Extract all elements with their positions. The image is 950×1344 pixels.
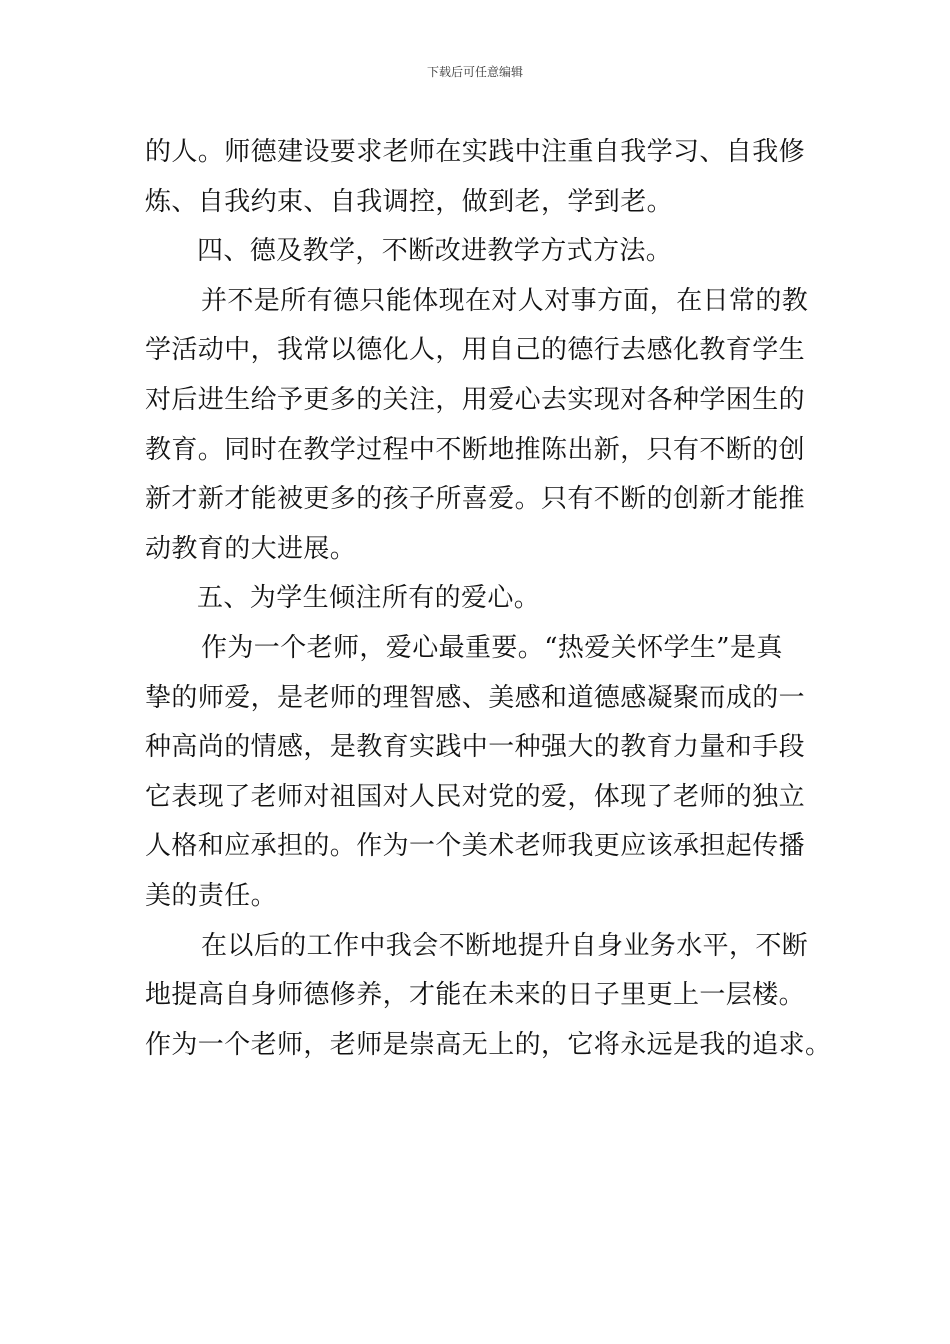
- text-line: 它表现了老师对祖国对人民对党的爱，体现了老师的独立: [145, 781, 806, 812]
- text-line: 炼、自我约束、自我调控，做到老，学到老。: [145, 186, 674, 217]
- text-line: 的人。师德建设要求老师在实践中注重自我学习、自我修: [145, 137, 806, 167]
- text-line: 新才新才能被更多的孩子所喜爱。只有不断的创新才能推: [145, 484, 806, 515]
- paragraph-start-line: 作为一个老师，爱心最重要。“热爱关怀学生”是真: [201, 632, 783, 663]
- text-line: 教育。同时在教学过程中不断地推陈出新，只有不断的创: [145, 434, 806, 465]
- text-line: 美的责任。: [145, 880, 278, 911]
- text-line: 学活动中，我常以德化人，用自己的德行去感化教育学生: [145, 335, 806, 366]
- text-line: 地提高自身师德修养，才能在未来的日子里更上一层楼。: [145, 980, 806, 1011]
- text-line: 人格和应承担的。作为一个美术老师我更应该承担起传播: [145, 831, 806, 862]
- text-line: 对后进生给予更多的关注，用爱心去实现对各种学困生的: [145, 384, 806, 415]
- paragraph-start-line: 在以后的工作中我会不断地提升自身业务水平，不断: [201, 930, 809, 961]
- text-line: 作为一个老师，老师是崇高无上的，它将永远是我的追求。: [145, 1029, 832, 1060]
- text-line: 种高尚的情感，是教育实践中一种强大的教育力量和手段: [145, 732, 806, 763]
- section-heading: 五、为学生倾注所有的爱心。: [197, 583, 541, 614]
- page-header-note: 下载后可任意编辑: [426, 65, 523, 79]
- paragraph-start-line: 并不是所有德只能体现在对人对事方面，在日常的教: [201, 285, 809, 316]
- section-heading: 四、德及教学，不断改进教学方式方法。: [197, 236, 673, 267]
- text-line: 动教育的大进展。: [145, 533, 357, 564]
- text-line: 挚的师爱，是老师的理智感、美感和道德感凝聚而成的一: [145, 682, 806, 713]
- document-body: [145, 128, 832, 1070]
